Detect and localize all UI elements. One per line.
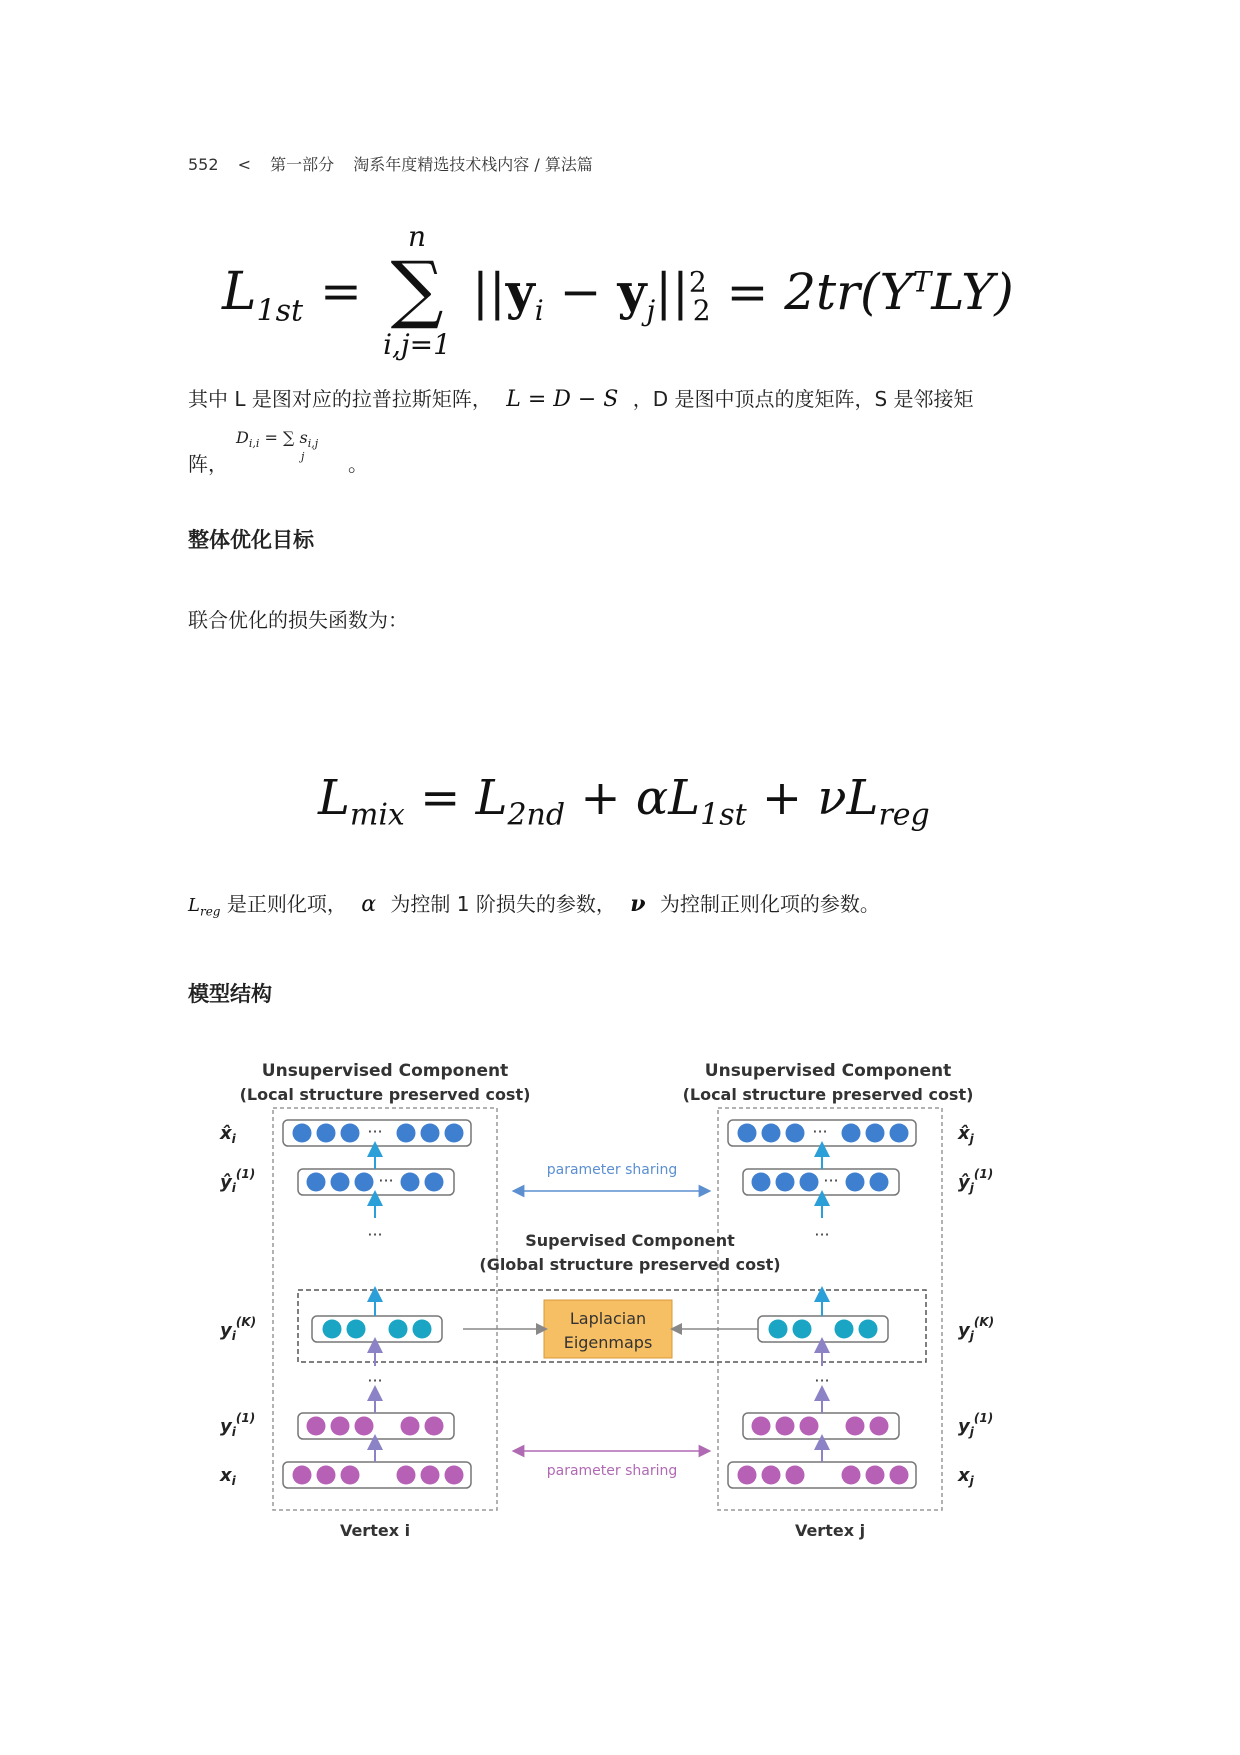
layer-xhat-j	[728, 1120, 916, 1146]
vdots-j-top: ···	[814, 1225, 830, 1244]
eq1-equals: =	[320, 262, 362, 320]
label-x-j: $x_j$	[958, 1465, 974, 1488]
layer-xhat-i	[283, 1120, 471, 1146]
heading-model-structure: 模型结构	[188, 982, 272, 1006]
svg-text:···: ···	[378, 1171, 394, 1190]
eq1-sum: n ∑ i,j=1	[383, 220, 451, 361]
eq1-body: $||y_i - y_j||^2_2 = 2tr(Y^TLY)$	[472, 262, 1014, 327]
header-separator: <	[237, 155, 252, 174]
supervised-title-2: (Global structure preserved cost)	[479, 1255, 781, 1274]
laplacian-label-1: Laplacian	[569, 1309, 647, 1328]
layer-yk-j	[758, 1316, 888, 1342]
paragraph-laplacian-line1: 其中 L 是图对应的拉普拉斯矩阵， L = D − S ，D 是图中顶点的度矩阵，S 是邻接矩	[188, 387, 974, 412]
right-title-1: Unsupervised Component	[704, 1061, 952, 1081]
layer-x-i	[283, 1462, 471, 1488]
diagram-svg	[210, 1048, 1020, 1548]
label-xhat-j: $x̂_j$	[958, 1123, 974, 1146]
label-x-i: $x_i$	[220, 1465, 236, 1488]
left-title-1: Unsupervised Component	[261, 1061, 509, 1081]
page-number: 552	[188, 155, 219, 174]
label-yk-i: $y_i^{(K)}$	[220, 1315, 257, 1343]
layer-yk-i	[312, 1316, 442, 1342]
paragraph-joint-loss: 联合优化的损失函数为：	[188, 608, 408, 632]
heading-overall-objective: 整体优化目标	[188, 528, 314, 552]
label-yk-j: $y_j^{(K)}$	[958, 1315, 995, 1343]
layer-y1-i	[298, 1413, 454, 1439]
label-y1-j: $y_j^{(1)}$	[958, 1411, 994, 1439]
vdots-j-bottom: ···	[814, 1371, 830, 1390]
vdots-i-top: ···	[367, 1225, 383, 1244]
param-sharing-top: parameter sharing	[546, 1162, 678, 1178]
vertex-j-label: Vertex j	[794, 1521, 866, 1540]
param-sharing-bottom: parameter sharing	[546, 1463, 678, 1479]
laplacian-label-2: Eigenmaps	[563, 1333, 653, 1352]
equation-l1st	[222, 220, 1042, 370]
degree-formula: $D_{i,i}$ = ∑ j $s_{i,j}$	[236, 428, 319, 463]
svg-text:···: ···	[812, 1122, 828, 1141]
layer-yhat-j	[743, 1169, 899, 1195]
left-title-2: (Local structure preserved cost)	[239, 1085, 531, 1104]
label-y1-i: $y_i^{(1)}$	[220, 1411, 256, 1439]
label-xhat-i: $x̂_i$	[220, 1123, 236, 1146]
sdne-model-diagram	[210, 1048, 1020, 1548]
vertex-i-label: Vertex i	[339, 1521, 411, 1540]
right-title-2: (Local structure preserved cost)	[682, 1085, 974, 1104]
header-part: 第一部分	[270, 155, 335, 174]
svg-text:···: ···	[367, 1122, 383, 1141]
svg-text:···: ···	[823, 1171, 839, 1190]
eq1-lhs: $L_{1st}$	[222, 262, 304, 329]
header-title: 淘系年度精选技术栈内容 / 算法篇	[353, 155, 593, 174]
page-header	[188, 152, 593, 175]
supervised-title-1: Supervised Component	[525, 1231, 735, 1250]
label-yhat-i: $ŷ_i^{(1)}$	[220, 1167, 256, 1195]
layer-x-j	[728, 1462, 916, 1488]
layer-yhat-i	[298, 1169, 454, 1195]
equation-lmix: $L_{mix} = L_{2nd} + \alpha L_{1st} + \nu L_{reg}$	[318, 770, 930, 833]
vdots-i-bottom: ···	[367, 1371, 383, 1390]
layer-y1-j	[743, 1413, 899, 1439]
label-yhat-j: $ŷ_j^{(1)}$	[958, 1167, 994, 1195]
paragraph-regularization: $L_{reg}$ 是正则化项， α 为控制 1 阶损失的参数， ν 为控制正则化项的参数。	[188, 891, 880, 919]
